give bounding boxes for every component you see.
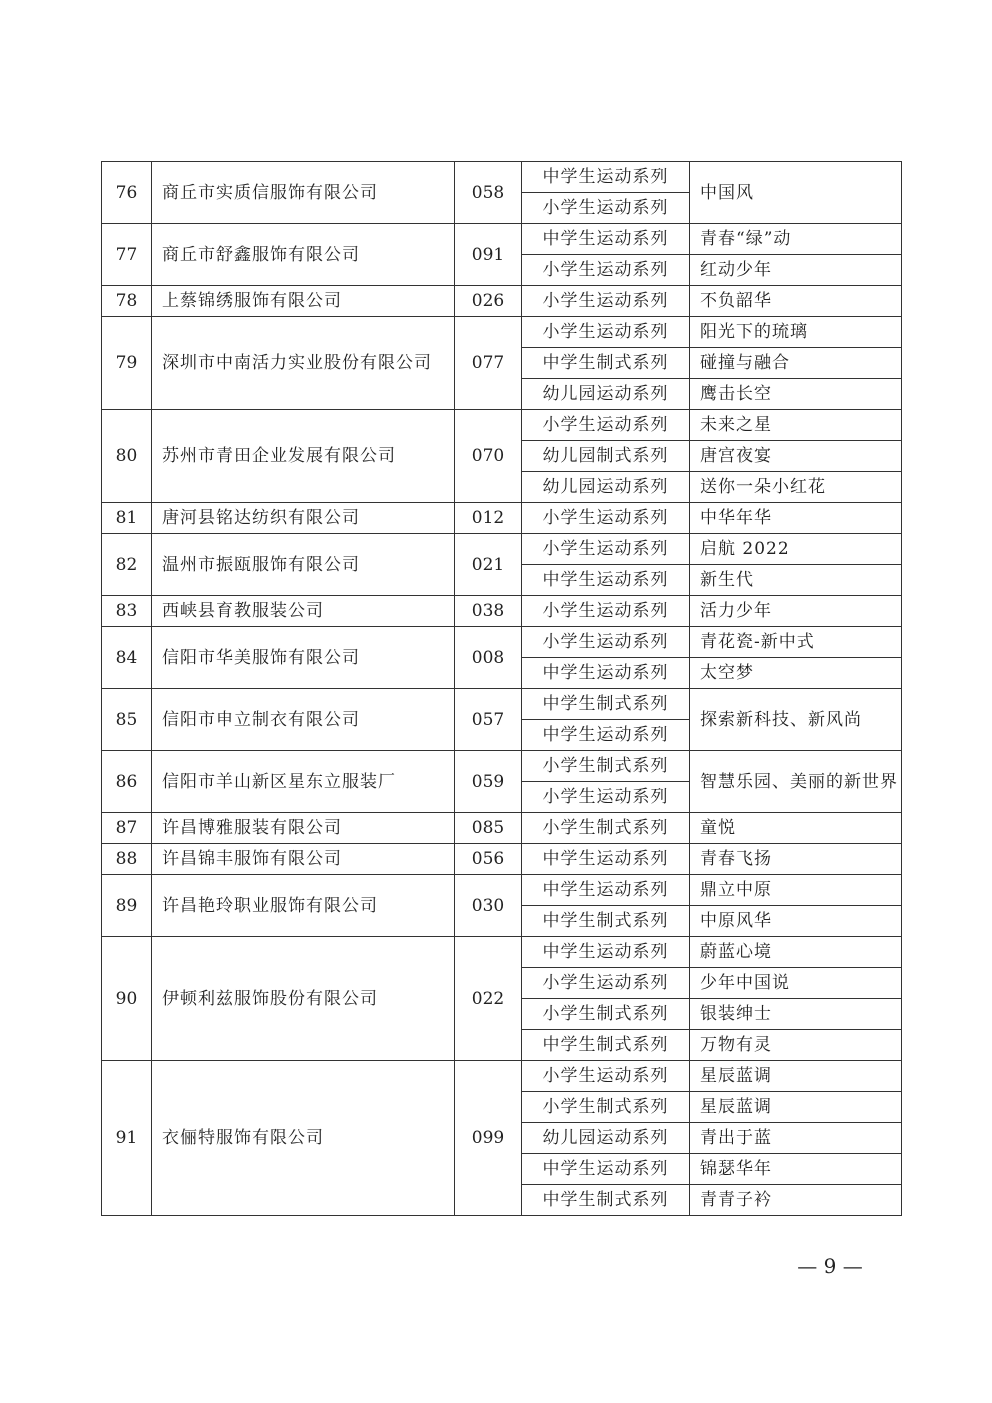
work-title: 未来之星 [690, 410, 902, 441]
table-row [102, 844, 902, 875]
work-title: 万物有灵 [690, 1030, 902, 1061]
row-number: 77 [102, 224, 152, 286]
row-number: 81 [102, 503, 152, 534]
series-name: 小学生运动系列 [522, 1061, 690, 1092]
row-number: 91 [102, 1061, 152, 1216]
company-name: 许昌锦丰服饰有限公司 [152, 844, 455, 875]
series-name: 小学生运动系列 [522, 503, 690, 534]
series-name: 中学生制式系列 [522, 689, 690, 720]
row-number: 86 [102, 751, 152, 813]
company-name: 商丘市舒鑫服饰有限公司 [152, 224, 455, 286]
work-title: 中国风 [690, 162, 902, 224]
table-row [102, 689, 902, 720]
series-name: 小学生制式系列 [522, 1092, 690, 1123]
company-name: 唐河县铭达纺织有限公司 [152, 503, 455, 534]
series-name: 幼儿园运动系列 [522, 472, 690, 503]
row-number: 76 [102, 162, 152, 224]
table-row [102, 596, 902, 627]
row-number: 82 [102, 534, 152, 596]
series-name: 小学生运动系列 [522, 193, 690, 224]
table-row [102, 503, 902, 534]
entry-code: 030 [455, 875, 522, 937]
entry-code: 070 [455, 410, 522, 503]
entry-code: 056 [455, 844, 522, 875]
series-name: 小学生制式系列 [522, 813, 690, 844]
series-name: 中学生运动系列 [522, 1154, 690, 1185]
company-name: 信阳市申立制衣有限公司 [152, 689, 455, 751]
row-number: 89 [102, 875, 152, 937]
work-title: 红动少年 [690, 255, 902, 286]
row-number: 83 [102, 596, 152, 627]
work-title: 锦瑟华年 [690, 1154, 902, 1185]
page-number: — 9 — [797, 1254, 863, 1278]
work-title: 银装绅士 [690, 999, 902, 1030]
table-row [102, 751, 902, 782]
company-name: 伊顿利兹服饰股份有限公司 [152, 937, 455, 1061]
series-name: 中学生运动系列 [522, 224, 690, 255]
row-number: 80 [102, 410, 152, 503]
series-name: 中学生运动系列 [522, 162, 690, 193]
row-number: 88 [102, 844, 152, 875]
series-name: 中学生运动系列 [522, 658, 690, 689]
work-title: 智慧乐园、美丽的新世界 [690, 751, 902, 813]
row-number: 84 [102, 627, 152, 689]
work-title: 唐宫夜宴 [690, 441, 902, 472]
series-name: 中学生运动系列 [522, 844, 690, 875]
company-name: 深圳市中南活力实业股份有限公司 [152, 317, 455, 410]
table-row [102, 813, 902, 844]
series-name: 小学生运动系列 [522, 782, 690, 813]
work-title: 鹰击长空 [690, 379, 902, 410]
table-row [102, 627, 902, 658]
work-title: 青出于蓝 [690, 1123, 902, 1154]
series-name: 小学生运动系列 [522, 255, 690, 286]
row-number: 85 [102, 689, 152, 751]
work-title: 中原风华 [690, 906, 902, 937]
series-name: 幼儿园运动系列 [522, 1123, 690, 1154]
table-row [102, 875, 902, 906]
company-name: 信阳市华美服饰有限公司 [152, 627, 455, 689]
company-name: 许昌博雅服装有限公司 [152, 813, 455, 844]
entry-code: 058 [455, 162, 522, 224]
work-title: 蔚蓝心境 [690, 937, 902, 968]
series-name: 中学生运动系列 [522, 565, 690, 596]
table-row [102, 317, 902, 348]
series-name: 小学生运动系列 [522, 627, 690, 658]
work-title: 鼎立中原 [690, 875, 902, 906]
work-title: 碰撞与融合 [690, 348, 902, 379]
work-title: 阳光下的琉璃 [690, 317, 902, 348]
work-title: 送你一朵小红花 [690, 472, 902, 503]
work-title: 活力少年 [690, 596, 902, 627]
work-title: 青春飞扬 [690, 844, 902, 875]
entry-code: 038 [455, 596, 522, 627]
series-name: 中学生制式系列 [522, 348, 690, 379]
entry-code: 012 [455, 503, 522, 534]
entry-code: 085 [455, 813, 522, 844]
table-row [102, 224, 902, 255]
company-name: 苏州市青田企业发展有限公司 [152, 410, 455, 503]
entry-code: 099 [455, 1061, 522, 1216]
series-name: 小学生制式系列 [522, 751, 690, 782]
work-title: 不负韶华 [690, 286, 902, 317]
series-name: 小学生运动系列 [522, 534, 690, 565]
entry-code: 057 [455, 689, 522, 751]
series-name: 中学生运动系列 [522, 875, 690, 906]
series-name: 中学生运动系列 [522, 937, 690, 968]
entry-code: 008 [455, 627, 522, 689]
company-name: 信阳市羊山新区星东立服装厂 [152, 751, 455, 813]
series-name: 幼儿园运动系列 [522, 379, 690, 410]
company-name: 衣俪特服饰有限公司 [152, 1061, 455, 1216]
work-title: 新生代 [690, 565, 902, 596]
work-title: 童悦 [690, 813, 902, 844]
company-name: 许昌艳玲职业服饰有限公司 [152, 875, 455, 937]
series-name: 中学生制式系列 [522, 906, 690, 937]
series-name: 小学生运动系列 [522, 596, 690, 627]
work-title: 少年中国说 [690, 968, 902, 999]
row-number: 90 [102, 937, 152, 1061]
work-title: 青春“绿”动 [690, 224, 902, 255]
series-name: 小学生制式系列 [522, 999, 690, 1030]
series-name: 中学生制式系列 [522, 1185, 690, 1216]
work-title: 青花瓷-新中式 [690, 627, 902, 658]
work-title: 太空梦 [690, 658, 902, 689]
work-title: 星辰蓝调 [690, 1092, 902, 1123]
row-number: 79 [102, 317, 152, 410]
series-name: 中学生运动系列 [522, 720, 690, 751]
row-number: 78 [102, 286, 152, 317]
company-name: 上蔡锦绣服饰有限公司 [152, 286, 455, 317]
company-name: 温州市振瓯服饰有限公司 [152, 534, 455, 596]
entry-code: 026 [455, 286, 522, 317]
company-name: 商丘市实质信服饰有限公司 [152, 162, 455, 224]
table-row [102, 534, 902, 565]
entry-code: 021 [455, 534, 522, 596]
work-title: 启航 2022 [690, 534, 902, 565]
work-title: 探索新科技、新风尚 [690, 689, 902, 751]
entry-code: 022 [455, 937, 522, 1061]
table-row [102, 162, 902, 193]
series-name: 幼儿园制式系列 [522, 441, 690, 472]
table-row [102, 937, 902, 968]
table-row [102, 1061, 902, 1092]
entry-code: 077 [455, 317, 522, 410]
series-name: 中学生制式系列 [522, 1030, 690, 1061]
work-title: 中华年华 [690, 503, 902, 534]
series-name: 小学生运动系列 [522, 317, 690, 348]
row-number: 87 [102, 813, 152, 844]
table-row [102, 286, 902, 317]
work-title: 青青子衿 [690, 1185, 902, 1216]
entry-code: 091 [455, 224, 522, 286]
series-name: 小学生运动系列 [522, 410, 690, 441]
entry-code: 059 [455, 751, 522, 813]
work-title: 星辰蓝调 [690, 1061, 902, 1092]
table-row [102, 410, 902, 441]
series-name: 小学生运动系列 [522, 968, 690, 999]
series-name: 小学生运动系列 [522, 286, 690, 317]
awards-table [101, 161, 902, 1216]
company-name: 西峡县育教服装公司 [152, 596, 455, 627]
